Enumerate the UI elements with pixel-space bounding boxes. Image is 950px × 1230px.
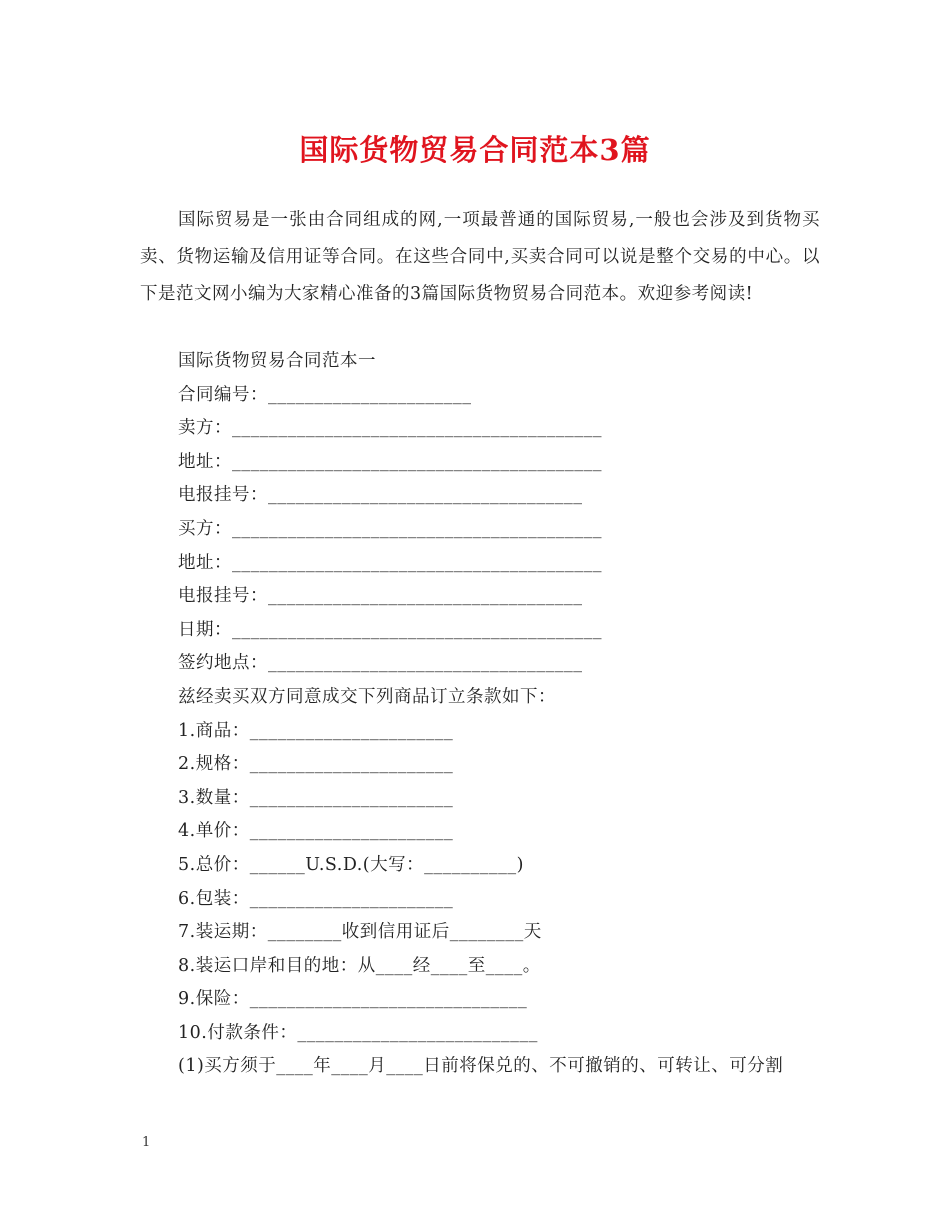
clause-shipment-time: 7.装运期：________收到信用证后________天 xyxy=(178,922,542,943)
page-number: 1 xyxy=(142,1135,151,1150)
agreement-statement: 兹经卖买双方同意成交下列商品订立条款如下： xyxy=(178,686,556,707)
date-line: 日期：________________________________________ xyxy=(178,619,602,640)
clause-unit-price: 4.单价：______________________ xyxy=(178,821,454,842)
clause-insurance: 9.保险：______________________________ xyxy=(178,989,528,1010)
seller-address-line: 地址：________________________________________ xyxy=(178,451,602,472)
payment-subclause-1: (1)买方须于____年____月____日前将保兑的、不可撤销的、可转让、可分割 xyxy=(178,1056,784,1077)
buyer-address-line: 地址：________________________________________ xyxy=(178,552,602,573)
clause-ports: 8.装运口岸和目的地：从____经____至____。 xyxy=(178,955,541,976)
section-heading: 国际货物贸易合同范本一 xyxy=(178,351,376,371)
clause-quantity: 3.数量：______________________ xyxy=(178,787,454,808)
contract-number-line: 合同编号：______________________ xyxy=(178,384,472,405)
clause-total-value: 5.总价：______U.S.D.(大写：__________) xyxy=(178,854,524,875)
signing-place-line: 签约地点：__________________________________ xyxy=(178,653,583,674)
contract-lines xyxy=(178,345,828,1084)
buyer-line: 买方：________________________________________ xyxy=(178,518,602,539)
clause-specification: 2.规格：______________________ xyxy=(178,754,454,775)
clause-packing: 6.包装：______________________ xyxy=(178,888,454,909)
intro-paragraph: 国际贸易是一张由合同组成的网,一项最普通的国际贸易,一般也会涉及到货物买卖、货物运输及信用证等合同。在这些合同中,买卖合同可以说是整个交易的中心。以下是范文网小编为大家精心准备的3篇国际货物贸易合同范本。欢迎参考阅读! xyxy=(140,210,820,304)
document-title: 国际货物贸易合同范本3篇 xyxy=(299,133,651,167)
seller-line: 卖方：________________________________________ xyxy=(178,418,602,439)
clause-payment-terms: 10.付款条件：__________________________ xyxy=(178,1022,538,1043)
seller-cable-line: 电报挂号：__________________________________ xyxy=(178,485,583,506)
buyer-cable-line: 电报挂号：__________________________________ xyxy=(178,586,583,607)
clause-commodity: 1.商品：______________________ xyxy=(178,720,454,741)
